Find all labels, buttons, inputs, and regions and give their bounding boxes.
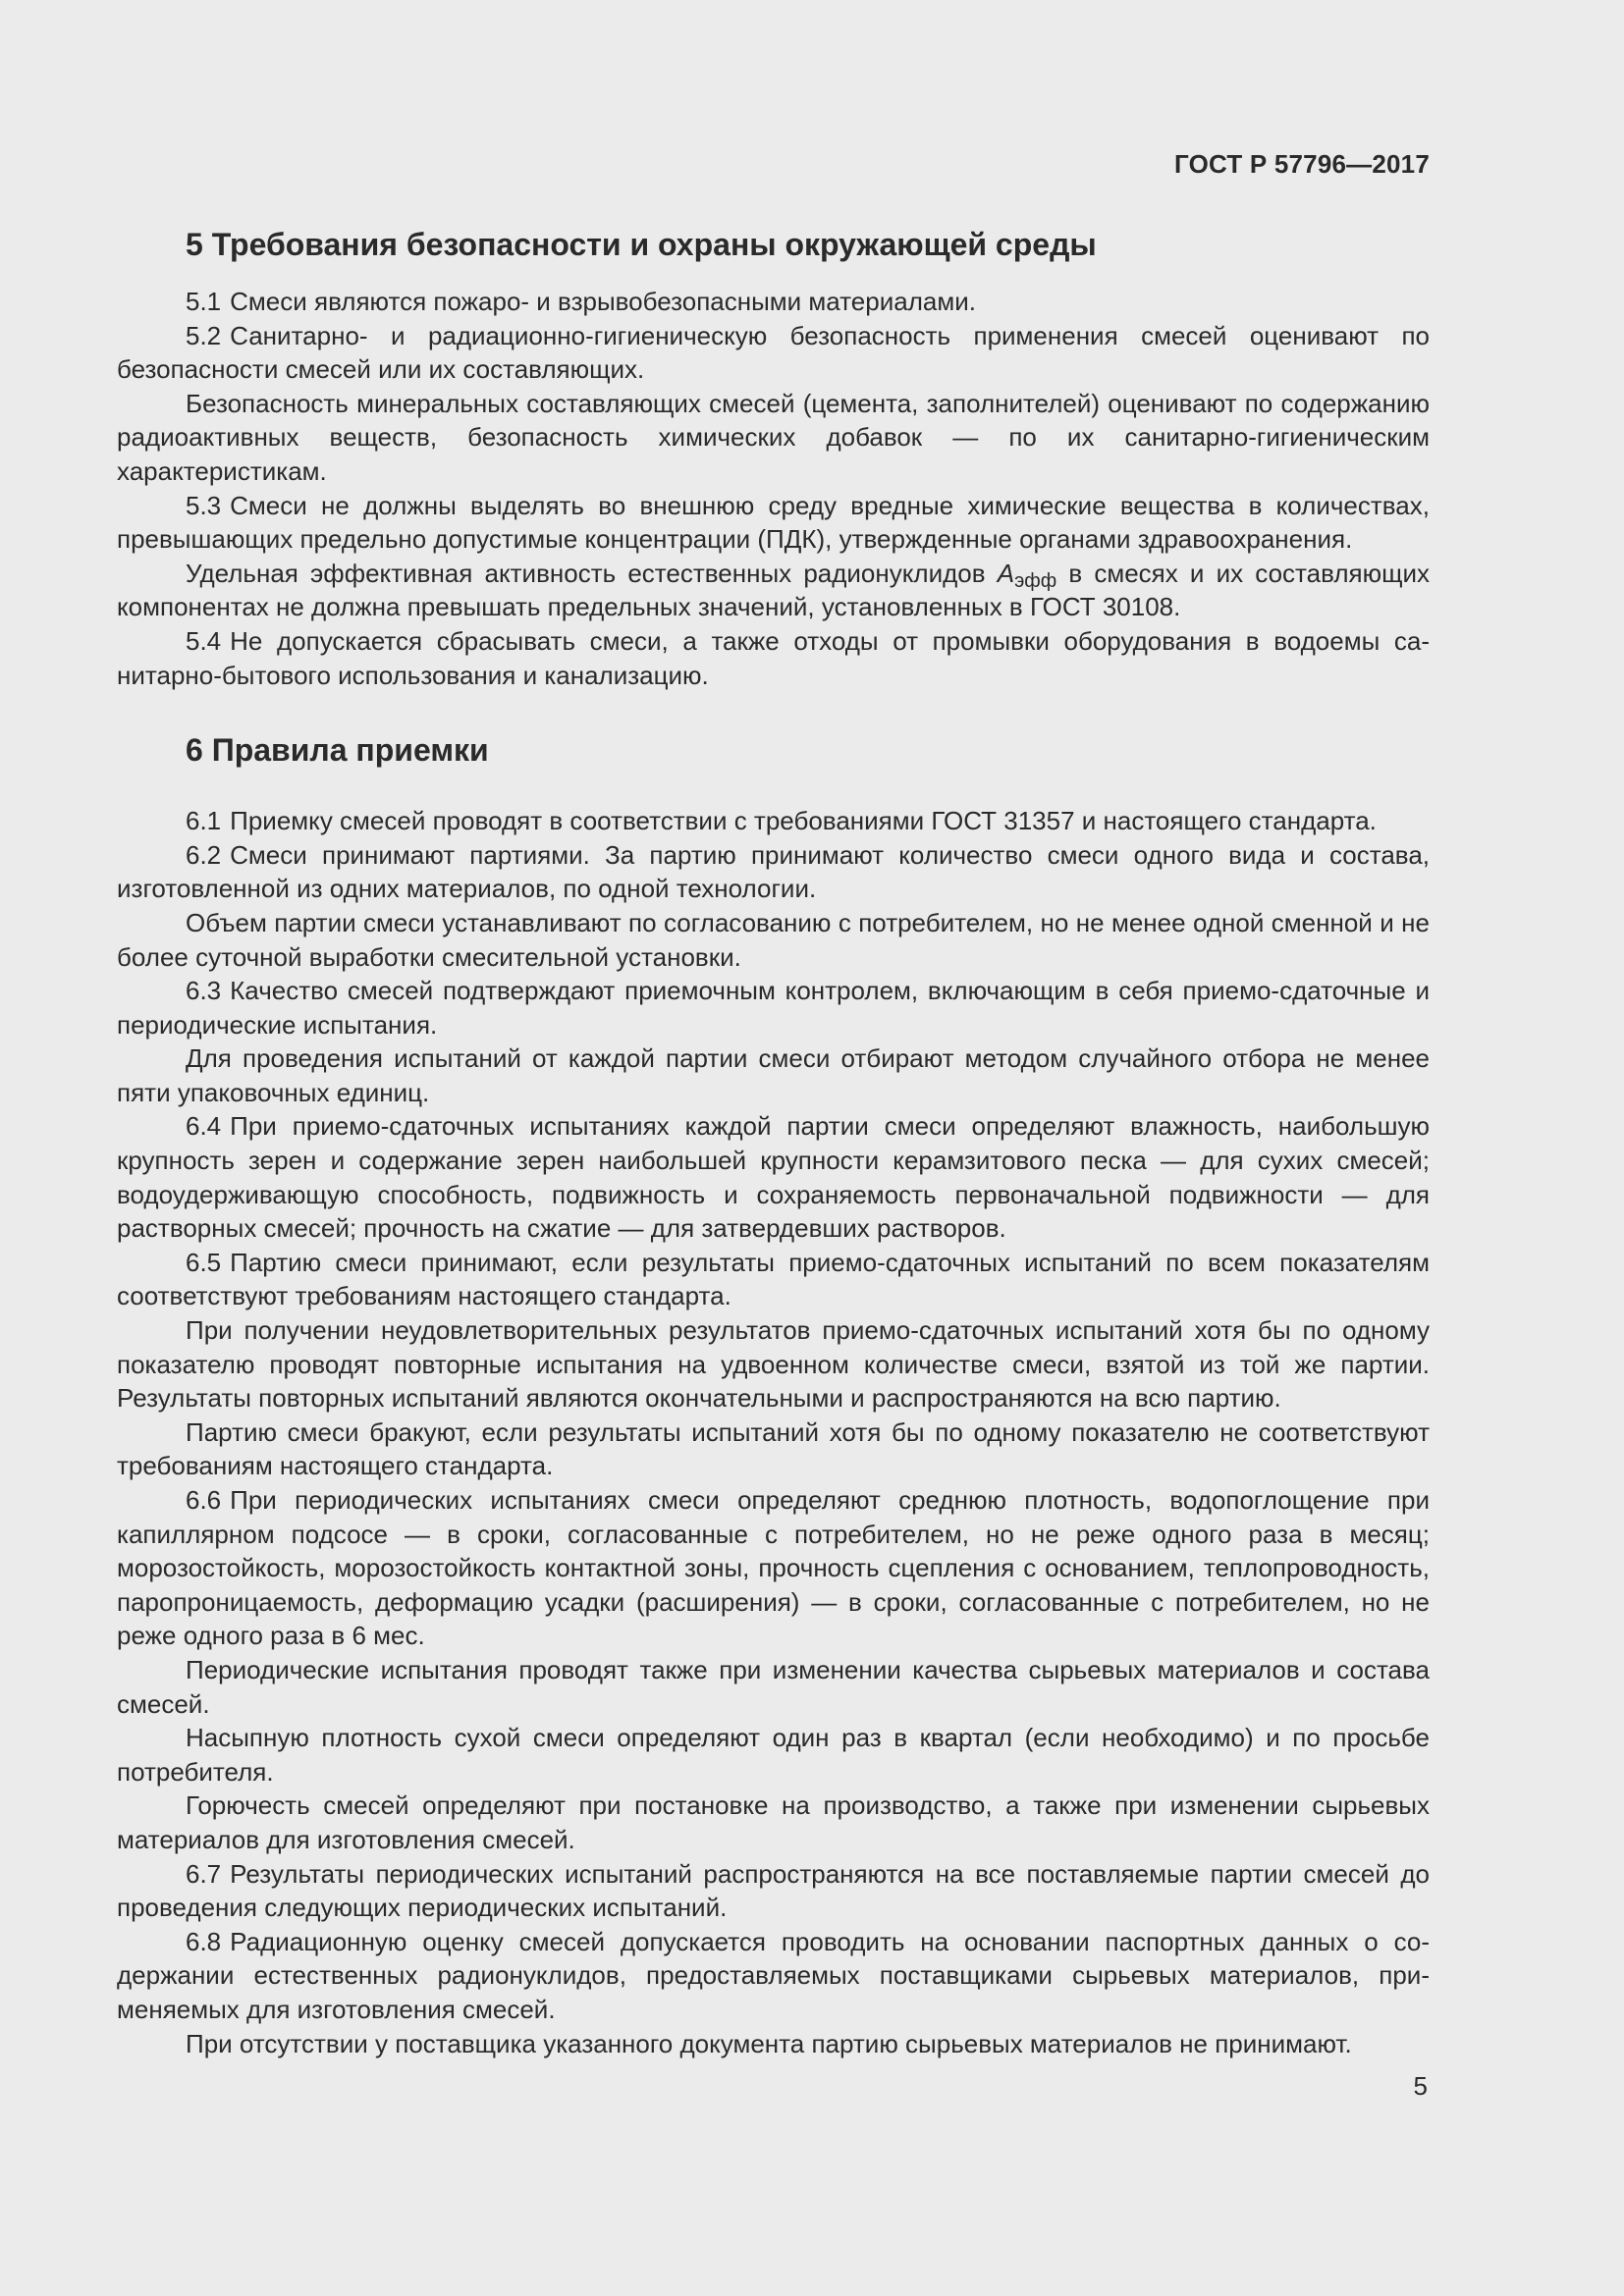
clause-5-4: [117, 624, 1430, 692]
clause-text: Партию смеси принимают, если результаты приемо-сдаточных испытаний по всем показателям соответствуют требованиям настоящего стандарта.: [117, 1247, 1430, 1311]
clause-paragraph: [117, 1789, 1430, 1856]
clause-paragraph: [117, 804, 1430, 838]
clause-paragraph: [117, 906, 1430, 974]
clause-number: 5.3: [186, 490, 222, 520]
clause-paragraph: [117, 1313, 1430, 1415]
clause-text: Для проведения испытаний от каждой партии смеси отбирают методом случайного отбора не менее пяти упаковочных единиц.: [117, 1043, 1430, 1107]
clause-number: 5.2: [186, 320, 222, 350]
clause-text: Горючесть смесей определяют при постановке на производство, а также при изменении сырьевых материалов для изготовления смесей.: [117, 1790, 1430, 1854]
clause-paragraph: [117, 1721, 1430, 1789]
clause-text: При отсутствии у поставщика указанного документа партию сырьевых материалов не принимают.: [186, 2028, 1352, 2058]
clause-paragraph: [117, 974, 1430, 1041]
clause-number: 5.1: [186, 287, 222, 316]
clause-5-2: [117, 319, 1430, 387]
clause-paragraph: [117, 1246, 1430, 1313]
activity-text-after: в смесях и их составляющих компонентах не должна превышать предельных значений, установленных в ГОСТ 30108.: [117, 558, 1430, 622]
clause-number: 6.6: [186, 1485, 222, 1515]
clause-text: При приемо-сдаточных испытаниях каждой партии смеси определяют влажность, наибольшую крупность зерен и содержание зерен наибольшей крупности керамзитового песка — для сухих смесей; водоудерживающую способность, подвижность и сохраняемость первоначальной подвижности — для растворных смесей; прочность на сжатие — для затвердевших растворов.: [117, 1111, 1430, 1244]
section-5-heading: 5 Требования безопасности и охраны окружающей среды: [186, 227, 1097, 262]
clause-paragraph: [117, 838, 1430, 906]
clause-number: 6.7: [186, 1858, 222, 1889]
clause-number: 5.4: [186, 625, 222, 656]
clause-paragraph: [117, 1415, 1430, 1483]
clause-text: Смеси принимают партиями. За партию принимают количество смеси одного вида и состава, изготовленной из одних материалов, по одной технологии.: [117, 839, 1430, 904]
clause-number: 6.8: [186, 1926, 222, 1956]
clause-number: 6.2: [186, 839, 222, 870]
document-code-header: ГОСТ Р 57796—2017: [1174, 149, 1430, 179]
clause-number: 6.1: [186, 806, 222, 836]
clause-text: Объем партии смеси устанавливают по согласованию с потребителем, но не менее одной сменной и не более суточной выработки смесительной установки.: [117, 907, 1430, 972]
clause-text: При периодических испытаниях смеси определяют среднюю плотность, водопоглощение при капиллярном подсосе — в сроки, согласованные с потребителем, но не реже одного раза в месяц; морозостойкость, морозостойкость контактной зоны, прочность сцепления с основанием, теплопроводность, паропроницаемость, деформацию усадки (расширения) — в сроки, согласованные с потребителем, но не реже одного раза в 6 мес.: [117, 1485, 1430, 1651]
clause-text: Санитарно- и радиационно-гигиеническую безопасность применения смесей оценивают по безопасности смесей или их составляющих.: [117, 320, 1430, 385]
clause-paragraph: [117, 1109, 1430, 1245]
clause-text: Периодические испытания проводят также при изменении качества сырьевых материалов и состава смесей.: [117, 1654, 1430, 1719]
clause-number: 6.4: [186, 1111, 222, 1142]
clause-text: При получении неудовлетворительных результатов приемо-сдаточных испытаний хотя бы по одному показателю проводят повторные испытания на удвоенном количестве смеси, взятой из той же партии. Результаты повторных испытаний являются окончательными и распространяются на всю партию.: [117, 1315, 1430, 1414]
clause-text: Смеси являются пожаро- и взрывобезопасными материалами.: [230, 287, 976, 316]
clause-text: Приемку смесей проводят в соответствии с требованиями ГОСТ 31357 и настоящего стандарта.: [230, 806, 1377, 836]
clause-paragraph: [117, 2027, 1430, 2061]
clause-number: 6.3: [186, 976, 222, 1006]
clause-paragraph: [117, 1653, 1430, 1721]
clause-text: Качество смесей подтверждают приемочным контролем, включающим в себя приемо-сдаточные и периодические испытания.: [117, 976, 1430, 1040]
clause-text: Смеси не должны выделять во внешнюю среду вредные химические вещества в количествах, превышающих предельно допустимые концентрации (ПДК), утвержденные органами здравоохранения.: [117, 490, 1430, 555]
clause-text: Безопасность минеральных составляющих смесей (цемента, заполнителей) оценивают по содержанию радиоактивных веществ, безопасность химических добавок — по их санитарно-гигиеническим характеристикам.: [117, 388, 1430, 486]
clause-text: Не допускается сбрасывать смеси, а также отходы от промывки оборудования в водоемы санитарно-бытового использования и канализацию.: [117, 625, 1430, 690]
clause-text: Радиационную оценку смесей допускается проводить на основании паспортных данных о содержании естественных радионуклидов, предоставляемых поставщиками сырьевых материалов, применяемых для изготовления смесей.: [117, 1926, 1430, 2024]
section-6-heading: 6 Правила приемки: [186, 732, 489, 769]
activity-symbol: A: [997, 558, 1015, 588]
page-content: [117, 220, 1430, 2060]
clause-paragraph: [117, 1483, 1430, 1653]
clause-text: Насыпную плотность сухой смеси определяют один раз в квартал (если необходимо) и по просьбе потребителя.: [117, 1723, 1430, 1787]
clause-5-3: [117, 489, 1430, 557]
activity-text-before: Удельная эффективная активность естественных радионуклидов: [186, 558, 998, 588]
clause-5-3-activity: [117, 557, 1430, 624]
clause-text: Результаты периодических испытаний распространяются на все поставляемые партии смесей до проведения следующих периодических испытаний.: [117, 1858, 1430, 1923]
section-6-body: [117, 804, 1430, 2060]
clause-text: Партию смеси бракуют, если результаты испытаний хотя бы по одному показателю не соответствуют требованиям настоящего стандарта.: [117, 1416, 1430, 1481]
clause-paragraph: [117, 1041, 1430, 1109]
page-number: 5: [1413, 2071, 1428, 2101]
clause-number: 6.5: [186, 1247, 222, 1277]
clause-5-2-continued: [117, 387, 1430, 489]
clause-paragraph: [117, 1857, 1430, 1925]
clause-paragraph: [117, 1925, 1430, 2027]
activity-subscript: эфф: [1014, 569, 1057, 592]
clause-5-1: [117, 285, 1430, 319]
